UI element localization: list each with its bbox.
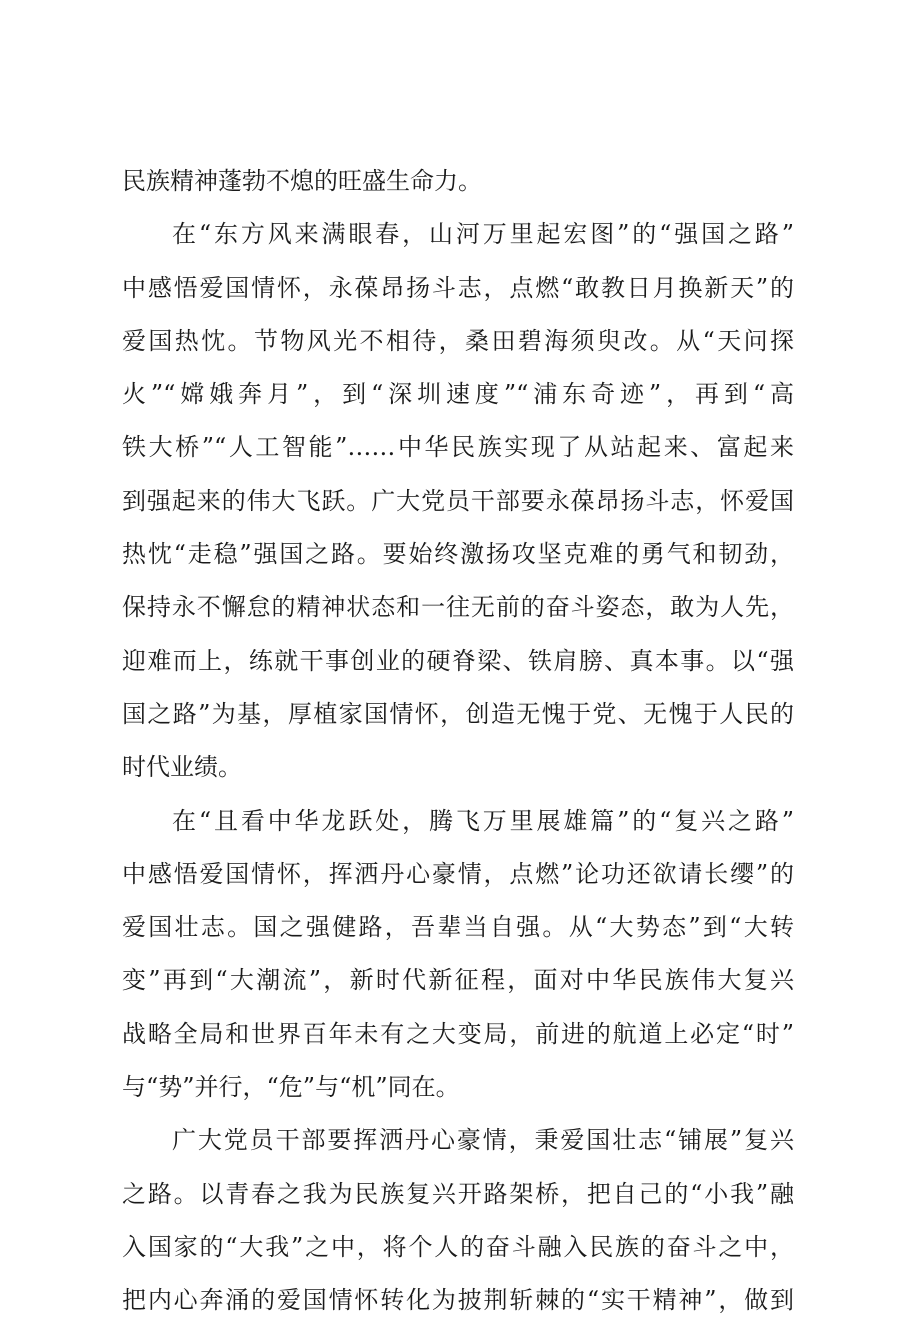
text-line: 火”“嫦娥奔月”，到“深圳速度”“浦东奇迹”，再到“高 (122, 380, 794, 409)
text-line: 中感悟爱国情怀，挥洒丹心豪情，点燃”论功还欲请长缨”的 (122, 859, 794, 888)
text-line: 与“势”并行，“危”与“机”同在。 (122, 1073, 460, 1102)
text-line: 中感悟爱国情怀，永葆昂扬斗志，点燃“敢教日月换新天”的 (122, 273, 794, 302)
text-line: 国之路”为基，厚植家国情怀，创造无愧于党、无愧于人民的 (122, 699, 794, 728)
text-line: 变”再到“大潮流”，新时代新征程，面对中华民族伟大复兴 (122, 966, 794, 995)
text-line: 之路。以青春之我为民族复兴开路架桥，把自己的“小我”融 (122, 1179, 794, 1208)
text-line: 热忱“走稳”强国之路。要始终激扬攻坚克难的勇气和韧劲， (122, 540, 794, 569)
text-line: 民族精神蓬勃不熄的旺盛生命力。 (122, 167, 482, 195)
paragraph-first-line: 广大党员干部要挥洒丹心豪情，秉爱国壮志“铺展”复兴 (172, 1126, 794, 1155)
text-line: 迎难而上，练就干事创业的硬脊梁、铁肩膀、真本事。以“强 (122, 646, 794, 675)
text-line: 爱国热忱。节物风光不相待，桑田碧海须臾改。从“天问探 (122, 326, 794, 355)
paragraph-first-line: 在“东方风来满眼春，山河万里起宏图”的“强国之路” (172, 220, 794, 249)
text-line: 时代业绩。 (122, 753, 242, 782)
text-line: 爱国壮志。国之强健路，吾辈当自强。从“大势态”到“大转 (122, 913, 794, 942)
paragraph-first-line: 在“且看中华龙跃处，腾飞万里展雄篇”的“复兴之路” (172, 806, 794, 835)
text-line: 入国家的“大我”之中，将个人的奋斗融入民族的奋斗之中， (122, 1232, 794, 1261)
text-line: 把内心奔涌的爱国情怀转化为披荆斩棘的“实干精神”，做到 (122, 1286, 794, 1315)
text-line: 铁大桥”“人工智能”……中华民族实现了从站起来、富起来 (122, 433, 794, 462)
document-body (122, 155, 794, 1328)
text-line: 到强起来的伟大飞跃。广大党员干部要永葆昂扬斗志，怀爱国 (122, 486, 794, 515)
text-line: 保持永不懈怠的精神状态和一往无前的奋斗姿态，敢为人先， (122, 593, 794, 622)
text-line: 战略全局和世界百年未有之大变局，前进的航道上必定“时” (122, 1019, 794, 1048)
